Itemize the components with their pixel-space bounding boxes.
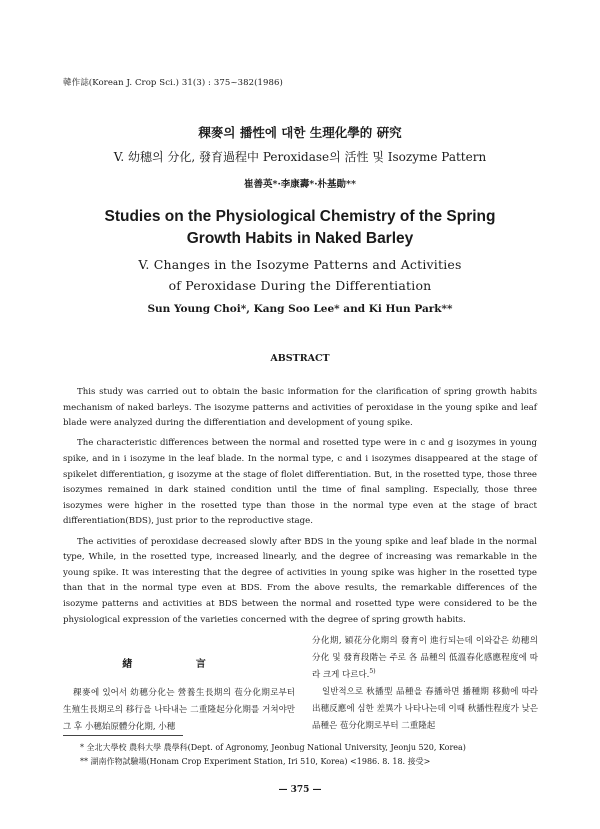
korean-authors: 崔善英*·李康壽*·朴基勛** [244, 179, 356, 190]
body-left-column [63, 648, 295, 736]
footnote-affiliation-2: ** 湖南作物試驗場(Honam Crop Experiment Station, Iri 510, Korea) <1986. 8. 18. 接受> [80, 756, 431, 766]
abstract-heading: ABSTRACT [270, 353, 330, 364]
english-subtitle-line1: V. Changes in the Isozyme Patterns and Activities [138, 257, 462, 272]
introduction-paragraph-2: 일반적으로 秋播型 品種을 春播하면 播種期 移動에 따라 出穗反應에 심한 差異가 나타나는데 이때 秋播性程度가 낮은 品種은 苞分化期로부터 二重隆起 [312, 687, 538, 731]
english-authors: Sun Young Choi*, Kang Soo Lee* and Ki Hun Park** [147, 303, 453, 315]
introduction-paragraph: 稞麥에 있어서 幼穗分化는 營養生長期의 苞分化期로부터 生殖生長期로의 移行을 나타내는 二重隆起分化期를 거쳐야만 그 후 小穗始原體分化期, 小穗 [63, 688, 295, 732]
journal-citation: 韓作誌(Korean J. Crop Sci.) 31(3) : 375~382(1986) [63, 78, 283, 88]
abstract-paragraph-3: The activities of peroxidase decreased slowly after BDS in the young spike and leaf blade in the normal type, While, in the rosetted type, increased linearly, and the degree of increasing was remarkable in the young spike. It was interesting that the degree of activities in young spike was higher in the rosetted type than that in the normal type even at BDS. From the above results, the remarkable differences of the isozyme patterns and activities at BDS between the normal and rosetted type were considered to be the physiological expression of the varieties concerned with the degree of spring growth habits. [63, 536, 537, 625]
footnotes [80, 741, 466, 768]
introduction-continuation-text: 分化期, 穎花分化期의 發育이 進行되는데 이와같은 幼穗의 分化 및 發育段階는 주로 各 品種의 低溫春化感應程度에 따라 크게 다르다. [312, 636, 538, 680]
page-number: — 375 — [278, 785, 322, 795]
english-title-line1: Studies on the Physiological Chemistry of the Spring [104, 208, 496, 225]
english-title [0, 206, 600, 250]
korean-title: 稞麥의 播性에 대한 生理化學的 硏究 [198, 125, 402, 140]
introduction-heading: 緖 言 [122, 659, 236, 670]
english-subtitle-line2: of Peroxidase During the Differentiation [168, 278, 432, 293]
footnote-divider [63, 735, 183, 736]
korean-subtitle: V. 幼穗의 分化, 發育過程中 Peroxidase의 活性 및 Isozyme Pattern [113, 150, 487, 164]
footnote-affiliation-1: * 全北大學校 農科大學 農學科(Dept. of Agronomy, Jeonbug National University, Jeonju 520, Korea) [80, 743, 466, 752]
body-right-column [312, 633, 538, 735]
introduction-continuation [312, 633, 538, 684]
abstract-paragraph-2: The characteristic differences between the normal and rosetted type were in c and g isozymes in young spike, and in i isozyme in the leaf blade. In the normal type, c and i isozymes disappeared at the stage of spikelet differentiation, g isozyme at the stage of flolet differentiation. But, in the rosetted type, those three isozymes remained in dark stained condition until the time of final sampling. Especially, those three isozymes were higher in the rosetted type than those in the normal type even at the stage of bract differentiation(BDS), just prior to the reproductive stage. [63, 438, 537, 527]
english-subtitle [0, 254, 600, 296]
abstract-body [63, 385, 537, 633]
english-title-line2: Growth Habits in Naked Barley [186, 230, 414, 247]
abstract-paragraph-1: This study was carried out to obtain the basic information for the clarification of spring growth habits mechanism of naked barleys. The isozyme patterns and activities of peroxidase in the young spike and leaf blade were analyzed during the differentiation and development of young spike. [63, 387, 537, 429]
citation-reference: 5) [369, 668, 376, 676]
